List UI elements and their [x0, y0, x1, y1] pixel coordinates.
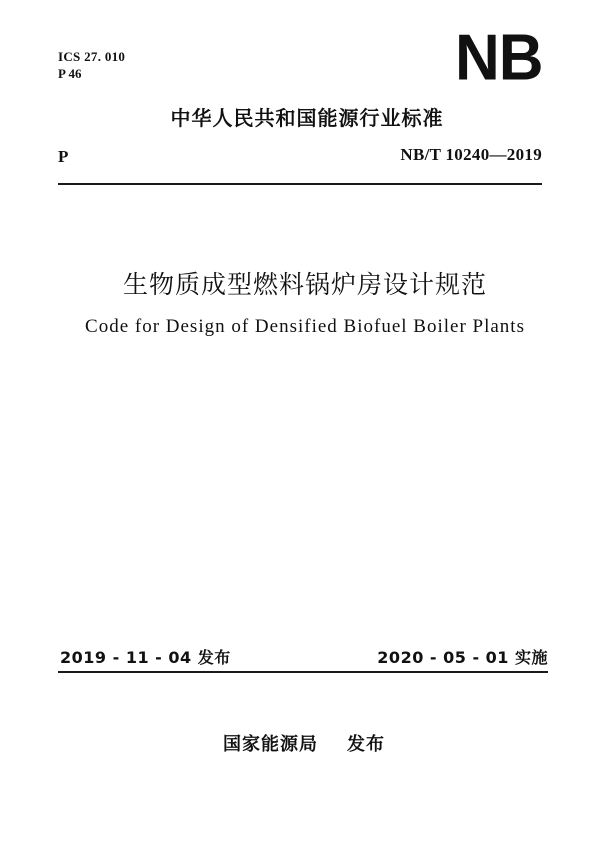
effective-date: 2020 - 05 - 01 实施	[377, 648, 548, 667]
ics-code: ICS 27. 010	[58, 49, 126, 64]
top-divider	[58, 183, 542, 185]
publisher: 国家能源局 发布	[222, 734, 386, 755]
category-letter: P	[58, 147, 69, 166]
bottom-divider	[58, 671, 548, 673]
issue-date: 2019 - 11 - 04 发布	[60, 648, 231, 667]
ccs-code: P 46	[58, 66, 82, 81]
document-title-chinese: 生物质成型燃料锅炉房设计规范	[122, 270, 487, 299]
nb-logo: NB	[455, 21, 543, 95]
document-title-english: Code for Design of Densified Biofuel Boiler Plants	[85, 316, 525, 337]
issuer-title: 中华人民共和国能源行业标准	[170, 106, 444, 130]
standard-number: NB/T 10240—2019	[400, 145, 542, 164]
